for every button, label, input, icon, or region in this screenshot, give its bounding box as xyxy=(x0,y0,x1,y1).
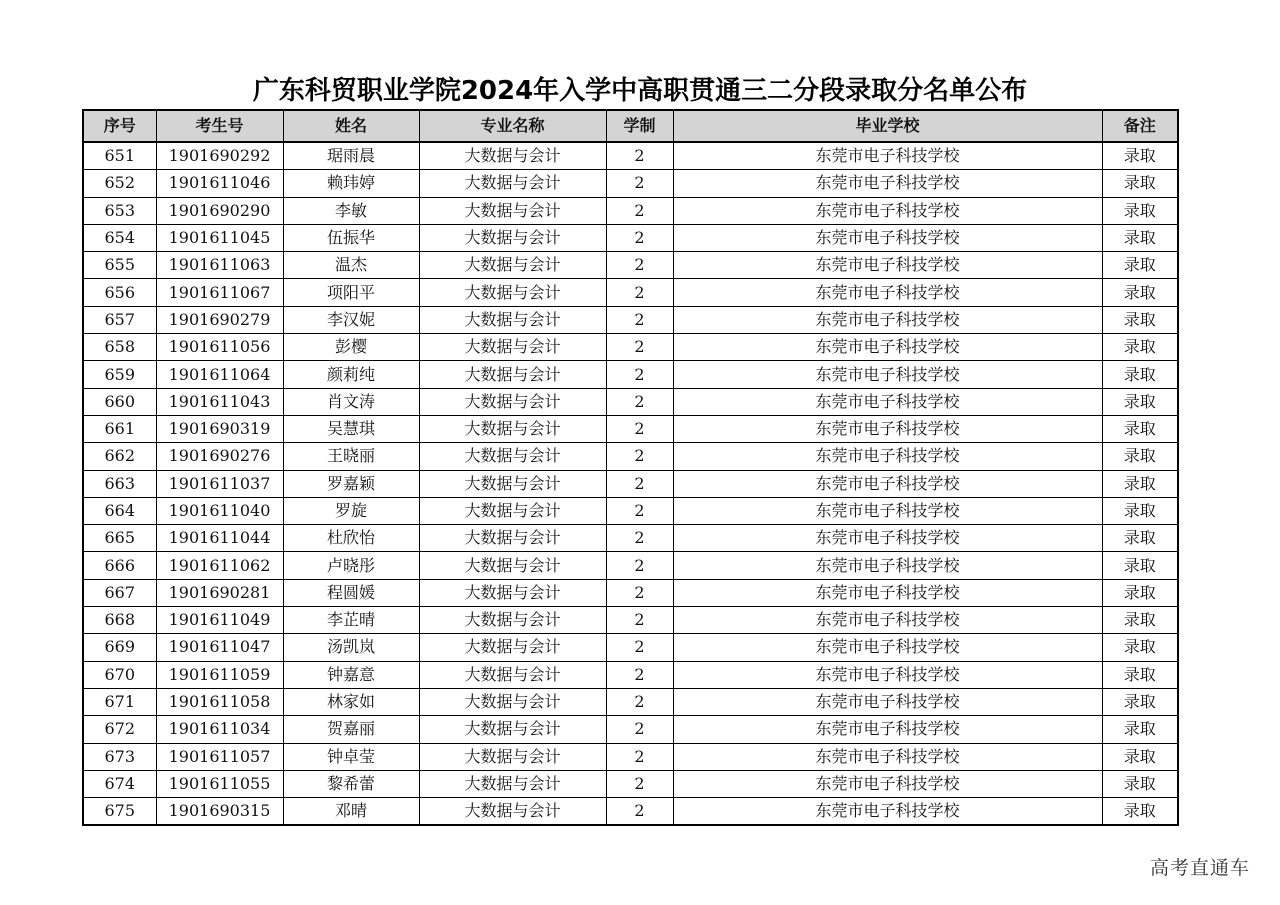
cell-major: 大数据与会计 xyxy=(419,470,606,497)
cell-major: 大数据与会计 xyxy=(419,716,606,743)
cell-note: 录取 xyxy=(1102,252,1178,279)
cell-school: 东莞市电子科技学校 xyxy=(673,607,1102,634)
header-major: 专业名称 xyxy=(419,110,606,142)
cell-major: 大数据与会计 xyxy=(419,525,606,552)
cell-note: 录取 xyxy=(1102,443,1178,470)
cell-note: 录取 xyxy=(1102,279,1178,306)
table-row xyxy=(83,361,1178,388)
cell-name: 黎希蕾 xyxy=(283,770,419,797)
cell-duration: 2 xyxy=(606,798,673,826)
cell-exam-id: 1901611047 xyxy=(156,634,283,661)
cell-exam-id: 1901611045 xyxy=(156,224,283,251)
cell-seq: 661 xyxy=(83,415,156,442)
cell-school: 东莞市电子科技学校 xyxy=(673,661,1102,688)
cell-major: 大数据与会计 xyxy=(419,306,606,333)
cell-note: 录取 xyxy=(1102,388,1178,415)
cell-note: 录取 xyxy=(1102,415,1178,442)
cell-note: 录取 xyxy=(1102,334,1178,361)
cell-name: 李敏 xyxy=(283,197,419,224)
cell-exam-id: 1901611055 xyxy=(156,770,283,797)
cell-duration: 2 xyxy=(606,415,673,442)
cell-name: 吴慧琪 xyxy=(283,415,419,442)
cell-major: 大数据与会计 xyxy=(419,497,606,524)
cell-school: 东莞市电子科技学校 xyxy=(673,798,1102,826)
cell-note: 录取 xyxy=(1102,716,1178,743)
cell-note: 录取 xyxy=(1102,743,1178,770)
cell-school: 东莞市电子科技学校 xyxy=(673,170,1102,197)
cell-school: 东莞市电子科技学校 xyxy=(673,688,1102,715)
cell-seq: 673 xyxy=(83,743,156,770)
cell-seq: 669 xyxy=(83,634,156,661)
cell-seq: 668 xyxy=(83,607,156,634)
cell-school: 东莞市电子科技学校 xyxy=(673,443,1102,470)
cell-exam-id: 1901690292 xyxy=(156,142,283,170)
cell-duration: 2 xyxy=(606,470,673,497)
cell-major: 大数据与会计 xyxy=(419,279,606,306)
cell-name: 杜欣怡 xyxy=(283,525,419,552)
table-row xyxy=(83,443,1178,470)
cell-school: 东莞市电子科技学校 xyxy=(673,716,1102,743)
table-body xyxy=(83,142,1178,825)
cell-exam-id: 1901611034 xyxy=(156,716,283,743)
cell-major: 大数据与会计 xyxy=(419,142,606,170)
cell-note: 录取 xyxy=(1102,552,1178,579)
cell-seq: 665 xyxy=(83,525,156,552)
cell-seq: 655 xyxy=(83,252,156,279)
cell-duration: 2 xyxy=(606,688,673,715)
table-row xyxy=(83,552,1178,579)
cell-school: 东莞市电子科技学校 xyxy=(673,197,1102,224)
table-row xyxy=(83,770,1178,797)
cell-name: 钟卓莹 xyxy=(283,743,419,770)
cell-major: 大数据与会计 xyxy=(419,443,606,470)
cell-note: 录取 xyxy=(1102,634,1178,661)
table-row xyxy=(83,798,1178,826)
table-row xyxy=(83,634,1178,661)
cell-seq: 660 xyxy=(83,388,156,415)
cell-seq: 657 xyxy=(83,306,156,333)
cell-major: 大数据与会计 xyxy=(419,607,606,634)
cell-exam-id: 1901611046 xyxy=(156,170,283,197)
cell-note: 录取 xyxy=(1102,470,1178,497)
cell-seq: 662 xyxy=(83,443,156,470)
cell-major: 大数据与会计 xyxy=(419,224,606,251)
cell-duration: 2 xyxy=(606,224,673,251)
table-row xyxy=(83,388,1178,415)
cell-school: 东莞市电子科技学校 xyxy=(673,279,1102,306)
cell-note: 录取 xyxy=(1102,497,1178,524)
cell-major: 大数据与会计 xyxy=(419,798,606,826)
cell-school: 东莞市电子科技学校 xyxy=(673,470,1102,497)
cell-duration: 2 xyxy=(606,497,673,524)
cell-seq: 656 xyxy=(83,279,156,306)
cell-name: 肖文涛 xyxy=(283,388,419,415)
cell-exam-id: 1901611067 xyxy=(156,279,283,306)
admission-table xyxy=(82,109,1179,826)
cell-major: 大数据与会计 xyxy=(419,170,606,197)
table-row xyxy=(83,252,1178,279)
cell-school: 东莞市电子科技学校 xyxy=(673,552,1102,579)
cell-name: 项阳平 xyxy=(283,279,419,306)
table-row xyxy=(83,197,1178,224)
cell-school: 东莞市电子科技学校 xyxy=(673,579,1102,606)
cell-duration: 2 xyxy=(606,743,673,770)
cell-exam-id: 1901611040 xyxy=(156,497,283,524)
cell-note: 录取 xyxy=(1102,306,1178,333)
cell-seq: 671 xyxy=(83,688,156,715)
cell-note: 录取 xyxy=(1102,224,1178,251)
cell-name: 汤凯岚 xyxy=(283,634,419,661)
cell-seq: 674 xyxy=(83,770,156,797)
cell-school: 东莞市电子科技学校 xyxy=(673,743,1102,770)
cell-school: 东莞市电子科技学校 xyxy=(673,306,1102,333)
table-header-row xyxy=(83,110,1178,142)
cell-seq: 659 xyxy=(83,361,156,388)
cell-school: 东莞市电子科技学校 xyxy=(673,361,1102,388)
table-row xyxy=(83,716,1178,743)
table-row xyxy=(83,688,1178,715)
cell-name: 程圆媛 xyxy=(283,579,419,606)
table-row xyxy=(83,661,1178,688)
cell-duration: 2 xyxy=(606,334,673,361)
cell-seq: 658 xyxy=(83,334,156,361)
cell-name: 贺嘉丽 xyxy=(283,716,419,743)
cell-exam-id: 1901690281 xyxy=(156,579,283,606)
cell-name: 罗旋 xyxy=(283,497,419,524)
cell-school: 东莞市电子科技学校 xyxy=(673,388,1102,415)
cell-exam-id: 1901611049 xyxy=(156,607,283,634)
cell-major: 大数据与会计 xyxy=(419,688,606,715)
cell-name: 赖玮婷 xyxy=(283,170,419,197)
cell-seq: 651 xyxy=(83,142,156,170)
cell-name: 王晓丽 xyxy=(283,443,419,470)
cell-school: 东莞市电子科技学校 xyxy=(673,415,1102,442)
cell-exam-id: 1901611044 xyxy=(156,525,283,552)
cell-duration: 2 xyxy=(606,661,673,688)
table-row xyxy=(83,525,1178,552)
cell-major: 大数据与会计 xyxy=(419,579,606,606)
table-row xyxy=(83,170,1178,197)
cell-name: 伍振华 xyxy=(283,224,419,251)
table-row xyxy=(83,306,1178,333)
cell-major: 大数据与会计 xyxy=(419,334,606,361)
cell-duration: 2 xyxy=(606,170,673,197)
cell-exam-id: 1901611062 xyxy=(156,552,283,579)
watermark-text: 高考直通车 xyxy=(1149,857,1250,879)
cell-exam-id: 1901690315 xyxy=(156,798,283,826)
cell-major: 大数据与会计 xyxy=(419,770,606,797)
cell-exam-id: 1901690276 xyxy=(156,443,283,470)
table-row xyxy=(83,334,1178,361)
cell-duration: 2 xyxy=(606,361,673,388)
cell-name: 李汉妮 xyxy=(283,306,419,333)
cell-exam-id: 1901611043 xyxy=(156,388,283,415)
cell-note: 录取 xyxy=(1102,142,1178,170)
cell-name: 罗嘉颖 xyxy=(283,470,419,497)
cell-school: 东莞市电子科技学校 xyxy=(673,334,1102,361)
cell-school: 东莞市电子科技学校 xyxy=(673,224,1102,251)
cell-seq: 667 xyxy=(83,579,156,606)
cell-duration: 2 xyxy=(606,770,673,797)
cell-major: 大数据与会计 xyxy=(419,634,606,661)
cell-name: 钟嘉意 xyxy=(283,661,419,688)
cell-note: 录取 xyxy=(1102,579,1178,606)
cell-school: 东莞市电子科技学校 xyxy=(673,252,1102,279)
cell-major: 大数据与会计 xyxy=(419,252,606,279)
cell-major: 大数据与会计 xyxy=(419,388,606,415)
cell-name: 邓晴 xyxy=(283,798,419,826)
cell-school: 东莞市电子科技学校 xyxy=(673,525,1102,552)
cell-note: 录取 xyxy=(1102,770,1178,797)
table-row xyxy=(83,279,1178,306)
cell-note: 录取 xyxy=(1102,525,1178,552)
cell-duration: 2 xyxy=(606,552,673,579)
cell-note: 录取 xyxy=(1102,607,1178,634)
cell-major: 大数据与会计 xyxy=(419,415,606,442)
cell-duration: 2 xyxy=(606,716,673,743)
cell-exam-id: 1901611063 xyxy=(156,252,283,279)
cell-duration: 2 xyxy=(606,388,673,415)
table-row xyxy=(83,470,1178,497)
header-name: 姓名 xyxy=(283,110,419,142)
cell-note: 录取 xyxy=(1102,170,1178,197)
header-duration: 学制 xyxy=(606,110,673,142)
header-school: 毕业学校 xyxy=(673,110,1102,142)
cell-exam-id: 1901611057 xyxy=(156,743,283,770)
cell-school: 东莞市电子科技学校 xyxy=(673,497,1102,524)
cell-name: 颜莉纯 xyxy=(283,361,419,388)
cell-school: 东莞市电子科技学校 xyxy=(673,634,1102,661)
cell-major: 大数据与会计 xyxy=(419,661,606,688)
cell-duration: 2 xyxy=(606,142,673,170)
table-row xyxy=(83,224,1178,251)
cell-name: 温杰 xyxy=(283,252,419,279)
table-row xyxy=(83,142,1178,170)
cell-major: 大数据与会计 xyxy=(419,743,606,770)
cell-seq: 666 xyxy=(83,552,156,579)
cell-seq: 663 xyxy=(83,470,156,497)
cell-exam-id: 1901611064 xyxy=(156,361,283,388)
header-exam-id: 考生号 xyxy=(156,110,283,142)
cell-major: 大数据与会计 xyxy=(419,552,606,579)
cell-name: 卢晓彤 xyxy=(283,552,419,579)
cell-name: 李芷晴 xyxy=(283,607,419,634)
table-row xyxy=(83,415,1178,442)
cell-note: 录取 xyxy=(1102,197,1178,224)
cell-seq: 653 xyxy=(83,197,156,224)
cell-major: 大数据与会计 xyxy=(419,361,606,388)
cell-seq: 672 xyxy=(83,716,156,743)
cell-exam-id: 1901611059 xyxy=(156,661,283,688)
cell-exam-id: 1901611056 xyxy=(156,334,283,361)
cell-duration: 2 xyxy=(606,252,673,279)
cell-duration: 2 xyxy=(606,279,673,306)
page-title: 广东科贸职业学院2024年入学中高职贯通三二分段录取分名单公布 xyxy=(252,76,1028,106)
cell-note: 录取 xyxy=(1102,798,1178,826)
cell-name: 彭樱 xyxy=(283,334,419,361)
cell-duration: 2 xyxy=(606,634,673,661)
table-row xyxy=(83,497,1178,524)
cell-seq: 652 xyxy=(83,170,156,197)
cell-duration: 2 xyxy=(606,306,673,333)
cell-exam-id: 1901611058 xyxy=(156,688,283,715)
cell-duration: 2 xyxy=(606,443,673,470)
cell-duration: 2 xyxy=(606,197,673,224)
table-row xyxy=(83,743,1178,770)
header-seq: 序号 xyxy=(83,110,156,142)
cell-exam-id: 1901690319 xyxy=(156,415,283,442)
cell-name: 林家如 xyxy=(283,688,419,715)
cell-school: 东莞市电子科技学校 xyxy=(673,770,1102,797)
cell-school: 东莞市电子科技学校 xyxy=(673,142,1102,170)
cell-seq: 670 xyxy=(83,661,156,688)
cell-exam-id: 1901611037 xyxy=(156,470,283,497)
cell-duration: 2 xyxy=(606,607,673,634)
cell-note: 录取 xyxy=(1102,361,1178,388)
table-row xyxy=(83,579,1178,606)
cell-duration: 2 xyxy=(606,579,673,606)
cell-seq: 675 xyxy=(83,798,156,826)
cell-duration: 2 xyxy=(606,525,673,552)
cell-note: 录取 xyxy=(1102,661,1178,688)
cell-name: 琚雨晨 xyxy=(283,142,419,170)
cell-seq: 664 xyxy=(83,497,156,524)
cell-exam-id: 1901690279 xyxy=(156,306,283,333)
header-note: 备注 xyxy=(1102,110,1178,142)
cell-seq: 654 xyxy=(83,224,156,251)
table-row xyxy=(83,607,1178,634)
cell-major: 大数据与会计 xyxy=(419,197,606,224)
cell-exam-id: 1901690290 xyxy=(156,197,283,224)
cell-note: 录取 xyxy=(1102,688,1178,715)
